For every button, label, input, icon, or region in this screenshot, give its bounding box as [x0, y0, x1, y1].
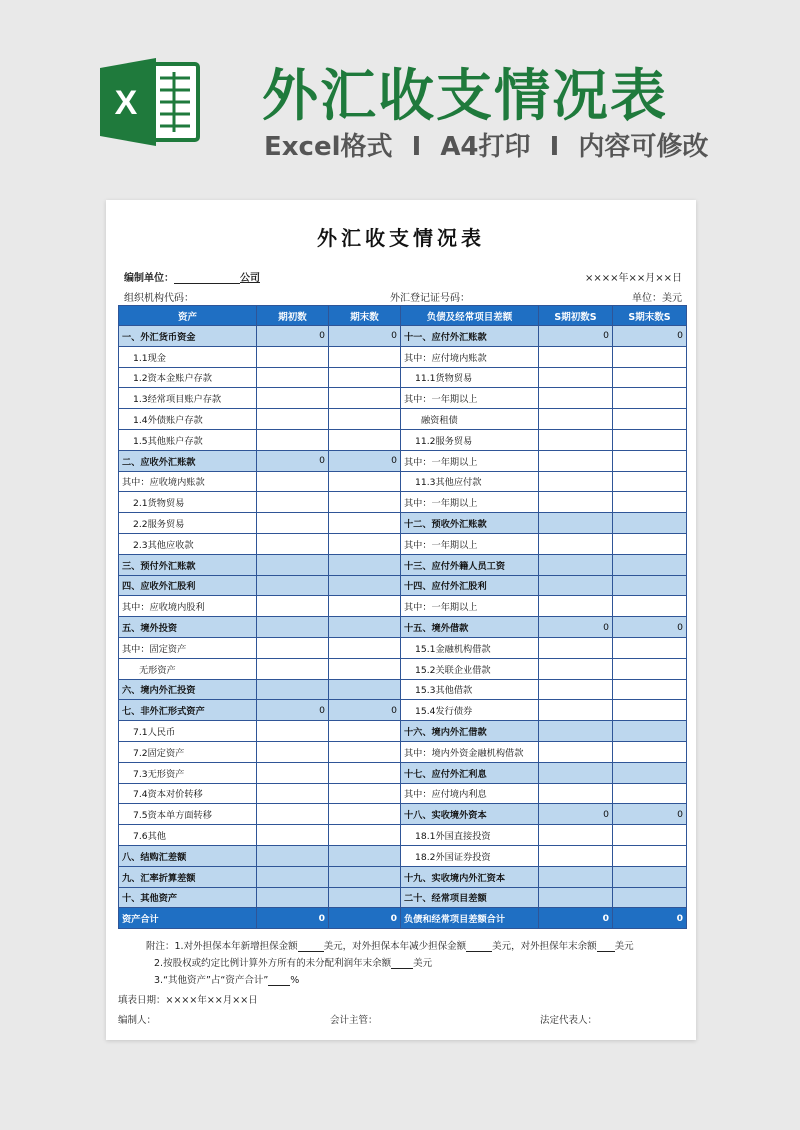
liability-item: 其中：一年期以上 — [401, 388, 539, 409]
liability-closing-cell[interactable] — [613, 845, 687, 866]
liability-opening-cell[interactable]: 0 — [539, 617, 613, 638]
note-2-blank[interactable] — [391, 959, 413, 969]
liability-closing-cell[interactable] — [613, 513, 687, 534]
asset-opening-cell[interactable] — [257, 492, 329, 513]
note-2-a: 2.按股权或约定比例计算外方所有的未分配利润年末余额 — [154, 958, 392, 969]
liability-item: 其中：一年期以上 — [401, 533, 539, 554]
asset-closing-cell[interactable] — [329, 804, 401, 825]
asset-closing-cell[interactable] — [329, 866, 401, 887]
asset-opening-cell[interactable]: 0 — [257, 700, 329, 721]
currency-label: 单位：美元 — [632, 293, 682, 304]
preparer-label: 编制人： — [118, 1015, 157, 1026]
table-row — [119, 658, 687, 679]
table-row — [119, 700, 687, 721]
liability-opening-cell[interactable] — [539, 887, 613, 908]
liability-item: 其中：一年期以上 — [401, 492, 539, 513]
liability-item: 十九、实收境内外汇资本 — [401, 866, 539, 887]
table-row — [119, 388, 687, 409]
liability-closing-cell[interactable] — [613, 762, 687, 783]
asset-opening-cell[interactable] — [257, 783, 329, 804]
liability-item: 其中：应付境内账款 — [401, 346, 539, 367]
asset-closing-cell[interactable] — [329, 658, 401, 679]
table-header-row — [119, 306, 687, 326]
fill-date: 填表日期：××××年××月××日 — [118, 995, 258, 1006]
total-closing: 0 — [329, 908, 401, 929]
note-2-b: 美元 — [413, 958, 433, 969]
table-row — [119, 367, 687, 388]
document-page — [106, 200, 696, 1040]
table-row — [119, 533, 687, 554]
asset-item: 其中：应收境内股利 — [119, 596, 257, 617]
asset-opening-cell[interactable] — [257, 533, 329, 554]
asset-item: 1.3经常项目账户存款 — [119, 388, 257, 409]
liability-opening-cell[interactable] — [539, 825, 613, 846]
asset-opening-cell[interactable] — [257, 346, 329, 367]
accountant-label: 会计主管： — [330, 1015, 378, 1026]
asset-closing-cell[interactable]: 0 — [329, 450, 401, 471]
table-row — [119, 866, 687, 887]
asset-item: 其中：应收境内账款 — [119, 471, 257, 492]
asset-closing-cell[interactable] — [329, 596, 401, 617]
reg-code-label: 外汇登记证号码： — [390, 293, 470, 304]
table-row — [119, 783, 687, 804]
fx-table — [118, 305, 687, 929]
asset-opening-cell[interactable] — [257, 429, 329, 450]
asset-closing-cell[interactable] — [329, 721, 401, 742]
header-liabilities: 负债及经常项目差额 — [401, 306, 539, 326]
asset-closing-cell[interactable] — [329, 533, 401, 554]
liability-closing-cell[interactable] — [613, 471, 687, 492]
banner-title: 外汇收支情况表 — [262, 64, 668, 129]
asset-item: 1.4外债账户存款 — [119, 409, 257, 430]
liability-closing-cell[interactable] — [613, 887, 687, 908]
liability-opening-cell[interactable] — [539, 346, 613, 367]
asset-opening-cell[interactable] — [257, 741, 329, 762]
table-row — [119, 741, 687, 762]
header-opening: 期初数 — [257, 306, 329, 326]
asset-opening-cell[interactable] — [257, 762, 329, 783]
note-1-d: 美元 — [614, 941, 634, 952]
table-row — [119, 346, 687, 367]
liability-closing-cell[interactable] — [613, 554, 687, 575]
liability-item: 18.2外国证券投资 — [401, 845, 539, 866]
asset-closing-cell[interactable] — [329, 513, 401, 534]
asset-item: 三、预付外汇账款 — [119, 554, 257, 575]
asset-opening-cell[interactable] — [257, 825, 329, 846]
total-s-closing: 0 — [613, 908, 687, 929]
asset-opening-cell[interactable] — [257, 409, 329, 430]
liability-closing-cell[interactable] — [613, 533, 687, 554]
asset-closing-cell[interactable] — [329, 762, 401, 783]
liability-opening-cell[interactable] — [539, 679, 613, 700]
table-row — [119, 825, 687, 846]
asset-closing-cell[interactable] — [329, 409, 401, 430]
total-assets-label: 资产合计 — [119, 908, 257, 929]
asset-item: 7.5资本单方面转移 — [119, 804, 257, 825]
liability-item: 11.1货物贸易 — [401, 367, 539, 388]
asset-closing-cell[interactable]: 0 — [329, 700, 401, 721]
asset-closing-cell[interactable] — [329, 637, 401, 658]
company-label: 公司 — [240, 273, 260, 284]
liability-item: 15.2关联企业借款 — [401, 658, 539, 679]
liability-opening-cell[interactable] — [539, 596, 613, 617]
table-row — [119, 575, 687, 596]
liability-item: 11.3其他应付款 — [401, 471, 539, 492]
header-closing: 期末数 — [329, 306, 401, 326]
table-row — [119, 804, 687, 825]
unit-row — [124, 269, 260, 284]
asset-item: 7.2固定资产 — [119, 741, 257, 762]
header-s-opening: S期初数S — [539, 306, 613, 326]
liability-closing-cell[interactable] — [613, 450, 687, 471]
asset-item: 其中：固定资产 — [119, 637, 257, 658]
asset-opening-cell[interactable] — [257, 679, 329, 700]
asset-closing-cell[interactable] — [329, 554, 401, 575]
note-1-blank-2[interactable] — [466, 942, 492, 952]
liability-closing-cell[interactable]: 0 — [613, 617, 687, 638]
asset-item: 二、应收外汇账款 — [119, 450, 257, 471]
asset-opening-cell[interactable] — [257, 471, 329, 492]
banner-sub-format: Excel格式 — [264, 132, 393, 162]
liability-item: 11.2服务贸易 — [401, 429, 539, 450]
liability-opening-cell[interactable] — [539, 450, 613, 471]
asset-opening-cell[interactable]: 0 — [257, 326, 329, 347]
asset-opening-cell[interactable] — [257, 845, 329, 866]
asset-item: 7.4资本对价转移 — [119, 783, 257, 804]
liability-closing-cell[interactable] — [613, 492, 687, 513]
liability-closing-cell[interactable] — [613, 388, 687, 409]
asset-closing-cell[interactable] — [329, 471, 401, 492]
liability-closing-cell[interactable] — [613, 700, 687, 721]
asset-item: 7.3无形资产 — [119, 762, 257, 783]
table-row — [119, 721, 687, 742]
liability-opening-cell[interactable] — [539, 866, 613, 887]
total-liabilities-label: 负债和经常项目差额合计 — [401, 908, 539, 929]
liability-item: 其中：一年期以上 — [401, 450, 539, 471]
asset-opening-cell[interactable] — [257, 804, 329, 825]
banner-sub-print: A4打印 — [440, 132, 531, 162]
liability-closing-cell[interactable] — [613, 367, 687, 388]
legal-rep-label: 法定代表人： — [540, 1015, 598, 1026]
liability-item: 其中：境内外资金融机构借款 — [401, 741, 539, 762]
header-assets: 资产 — [119, 306, 257, 326]
asset-opening-cell[interactable] — [257, 596, 329, 617]
asset-closing-cell[interactable] — [329, 429, 401, 450]
table-row — [119, 845, 687, 866]
table-row — [119, 513, 687, 534]
liability-closing-cell[interactable] — [613, 429, 687, 450]
liability-closing-cell[interactable] — [613, 409, 687, 430]
liability-closing-cell[interactable] — [613, 783, 687, 804]
liability-opening-cell[interactable] — [539, 388, 613, 409]
banner-separator: I — [549, 132, 560, 162]
liability-opening-cell[interactable]: 0 — [539, 804, 613, 825]
liability-item: 其中：一年期以上 — [401, 596, 539, 617]
asset-closing-cell[interactable]: 0 — [329, 326, 401, 347]
asset-closing-cell[interactable] — [329, 825, 401, 846]
liability-opening-cell[interactable] — [539, 471, 613, 492]
liability-opening-cell[interactable] — [539, 637, 613, 658]
note-3-a: 3.“其他资产”占“资产合计” — [154, 975, 269, 986]
liability-opening-cell[interactable] — [539, 429, 613, 450]
asset-opening-cell[interactable] — [257, 658, 329, 679]
asset-item: 1.1现金 — [119, 346, 257, 367]
liability-opening-cell[interactable]: 0 — [539, 326, 613, 347]
liability-opening-cell[interactable] — [539, 783, 613, 804]
total-s-opening: 0 — [539, 908, 613, 929]
note-1-c: 美元，对外担保年末余额 — [492, 941, 597, 952]
liability-closing-cell[interactable]: 0 — [613, 804, 687, 825]
asset-closing-cell[interactable] — [329, 346, 401, 367]
note-2 — [154, 955, 432, 969]
asset-item: 四、应收外汇股利 — [119, 575, 257, 596]
asset-closing-cell[interactable] — [329, 741, 401, 762]
asset-opening-cell[interactable] — [257, 388, 329, 409]
liability-opening-cell[interactable] — [539, 409, 613, 430]
asset-opening-cell[interactable] — [257, 617, 329, 638]
liability-opening-cell[interactable] — [539, 533, 613, 554]
liability-item: 15.3其他借款 — [401, 679, 539, 700]
asset-item: 五、境外投资 — [119, 617, 257, 638]
note-1-a: 附注：1.对外担保本年新增担保金额 — [146, 941, 298, 952]
table-row — [119, 637, 687, 658]
banner — [0, 0, 800, 190]
asset-item: 1.5其他账户存款 — [119, 429, 257, 450]
note-3 — [154, 972, 299, 986]
table-row — [119, 326, 687, 347]
note-1-blank-1[interactable] — [298, 942, 324, 952]
asset-closing-cell[interactable] — [329, 367, 401, 388]
liability-closing-cell[interactable] — [613, 825, 687, 846]
liability-closing-cell[interactable] — [613, 575, 687, 596]
asset-closing-cell[interactable] — [329, 845, 401, 866]
asset-item: 2.2服务贸易 — [119, 513, 257, 534]
asset-opening-cell[interactable]: 0 — [257, 450, 329, 471]
liability-opening-cell[interactable] — [539, 575, 613, 596]
asset-item: 无形资产 — [119, 658, 257, 679]
liability-item: 十六、境内外汇借款 — [401, 721, 539, 742]
org-code-label: 组织机构代码： — [124, 293, 194, 304]
liability-closing-cell[interactable] — [613, 658, 687, 679]
svg-text:X: X — [114, 84, 138, 122]
banner-sub-editable: 内容可修改 — [578, 132, 709, 162]
table-row — [119, 762, 687, 783]
asset-opening-cell[interactable] — [257, 721, 329, 742]
liability-opening-cell[interactable] — [539, 513, 613, 534]
asset-closing-cell[interactable] — [329, 679, 401, 700]
liability-item: 融资租债 — [401, 409, 539, 430]
liability-item: 其中：应付境内利息 — [401, 783, 539, 804]
document-title: 外汇收支情况表 — [317, 226, 485, 250]
liability-closing-cell[interactable] — [613, 637, 687, 658]
asset-item: 1.2资本金账户存款 — [119, 367, 257, 388]
asset-closing-cell[interactable] — [329, 617, 401, 638]
asset-item: 7.6其他 — [119, 825, 257, 846]
report-date: ××××年××月××日 — [584, 273, 682, 284]
liability-item: 18.1外国直接投资 — [401, 825, 539, 846]
liability-closing-cell[interactable]: 0 — [613, 326, 687, 347]
asset-item: 7.1人民币 — [119, 721, 257, 742]
banner-subtitle — [264, 126, 708, 163]
asset-opening-cell[interactable] — [257, 637, 329, 658]
table-row — [119, 596, 687, 617]
liability-item: 十八、实收境外资本 — [401, 804, 539, 825]
liability-item: 15.4发行债券 — [401, 700, 539, 721]
asset-item: 九、汇率折算差额 — [119, 866, 257, 887]
total-opening: 0 — [257, 908, 329, 929]
asset-closing-cell[interactable] — [329, 388, 401, 409]
total-row — [119, 908, 687, 929]
asset-item: 八、结购汇差额 — [119, 845, 257, 866]
asset-item: 一、外汇货币资金 — [119, 326, 257, 347]
liability-item: 十五、境外借款 — [401, 617, 539, 638]
liability-opening-cell[interactable] — [539, 658, 613, 679]
note-1-blank-3[interactable] — [597, 942, 615, 952]
liability-item: 15.1金融机构借款 — [401, 637, 539, 658]
liability-item: 十三、应付外籍人员工资 — [401, 554, 539, 575]
table-row — [119, 679, 687, 700]
liability-item: 十一、应付外汇账款 — [401, 326, 539, 347]
liability-opening-cell[interactable] — [539, 721, 613, 742]
liability-opening-cell[interactable] — [539, 741, 613, 762]
liability-opening-cell[interactable] — [539, 762, 613, 783]
liability-item: 十七、应付外汇利息 — [401, 762, 539, 783]
table-row — [119, 409, 687, 430]
table-row — [119, 554, 687, 575]
header-s-closing: S期末数S — [613, 306, 687, 326]
liability-opening-cell[interactable] — [539, 700, 613, 721]
liability-item: 二十、经常项目差额 — [401, 887, 539, 908]
note-1-b: 美元，对外担保本年减少担保金额 — [323, 941, 467, 952]
asset-item: 2.3其他应收款 — [119, 533, 257, 554]
unit-label: 编制单位： — [124, 273, 174, 284]
table-row — [119, 887, 687, 908]
asset-opening-cell[interactable] — [257, 575, 329, 596]
asset-opening-cell[interactable] — [257, 513, 329, 534]
asset-item: 七、非外汇形式资产 — [119, 700, 257, 721]
note-1 — [146, 938, 634, 952]
liability-closing-cell[interactable] — [613, 721, 687, 742]
table-row — [119, 429, 687, 450]
liability-item: 十四、应付外汇股利 — [401, 575, 539, 596]
table-row — [119, 471, 687, 492]
liability-opening-cell[interactable] — [539, 367, 613, 388]
liability-closing-cell[interactable] — [613, 679, 687, 700]
liability-closing-cell[interactable] — [613, 346, 687, 367]
liability-closing-cell[interactable] — [613, 741, 687, 762]
asset-closing-cell[interactable] — [329, 887, 401, 908]
asset-opening-cell[interactable] — [257, 866, 329, 887]
liability-closing-cell[interactable] — [613, 866, 687, 887]
table-row — [119, 450, 687, 471]
liability-item: 十二、预收外汇账款 — [401, 513, 539, 534]
liability-opening-cell[interactable] — [539, 845, 613, 866]
asset-closing-cell[interactable] — [329, 492, 401, 513]
asset-closing-cell[interactable] — [329, 575, 401, 596]
liability-opening-cell[interactable] — [539, 492, 613, 513]
asset-item: 六、境内外汇投资 — [119, 679, 257, 700]
asset-opening-cell[interactable] — [257, 554, 329, 575]
table-row — [119, 617, 687, 638]
unit-blank[interactable] — [174, 273, 240, 284]
banner-separator: I — [411, 132, 422, 162]
liability-opening-cell[interactable] — [539, 554, 613, 575]
note-3-blank[interactable] — [268, 976, 290, 986]
table-row — [119, 492, 687, 513]
asset-closing-cell[interactable] — [329, 783, 401, 804]
asset-item: 十、其他资产 — [119, 887, 257, 908]
asset-item: 2.1货物贸易 — [119, 492, 257, 513]
note-3-b: % — [290, 975, 300, 986]
asset-opening-cell[interactable] — [257, 367, 329, 388]
liability-closing-cell[interactable] — [613, 596, 687, 617]
excel-icon — [100, 58, 202, 146]
asset-opening-cell[interactable] — [257, 887, 329, 908]
